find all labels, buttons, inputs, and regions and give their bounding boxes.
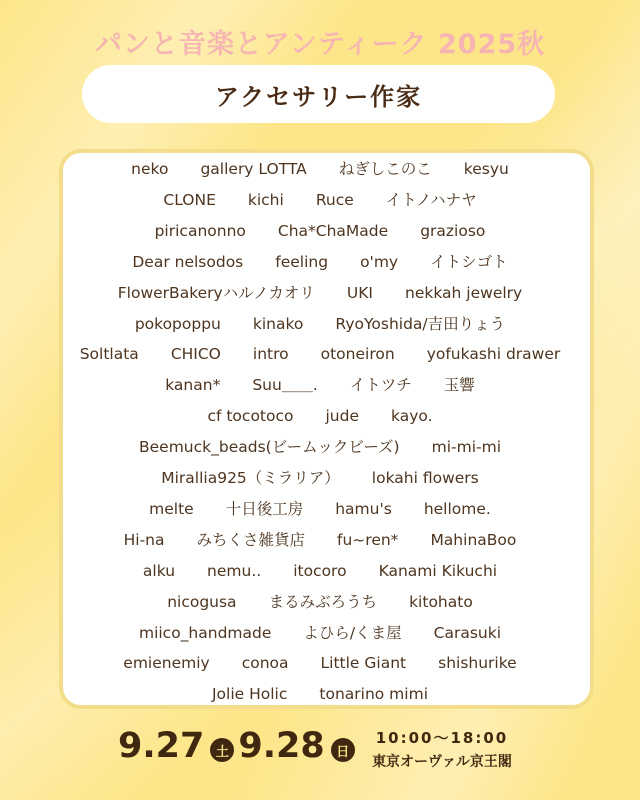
artist-name: melte bbox=[149, 499, 194, 518]
artist-name: pokopoppu bbox=[134, 314, 221, 333]
section-title: アクセサリー作家 bbox=[214, 82, 423, 111]
artist-row bbox=[0, 251, 640, 273]
artist-name: o'my bbox=[360, 252, 399, 271]
artist-name: Cha*ChaMade bbox=[277, 221, 389, 240]
artist-name: kesyu bbox=[463, 160, 509, 178]
artist-name: tonarino mimi bbox=[319, 685, 428, 704]
artist-name: MahinaBoo bbox=[430, 530, 517, 549]
artist-name: nicogusa bbox=[167, 592, 237, 611]
artist-name: FlowerBakeryハルノカオリ bbox=[117, 283, 315, 302]
artist-name: itocoro bbox=[293, 561, 347, 580]
artist-name: conoa bbox=[241, 654, 289, 673]
artist-name: piricanonno bbox=[154, 221, 246, 240]
artist-name: kichi bbox=[247, 190, 284, 209]
artist-row bbox=[0, 313, 640, 335]
artist-name: RyoYoshida/吉田りょう bbox=[335, 314, 506, 333]
artist-row bbox=[0, 405, 640, 427]
artist-name: Ruce bbox=[315, 190, 354, 209]
artist-name: UKI bbox=[346, 283, 374, 302]
artist-row bbox=[0, 282, 640, 304]
artist-name: Suu＿＿. bbox=[252, 376, 318, 395]
artist-row bbox=[0, 189, 640, 211]
artist-name: nekkah jewelry bbox=[405, 283, 523, 302]
event-venue: 東京オーヴァル京王閣 bbox=[372, 754, 512, 770]
artist-name: mi-mi-mi bbox=[431, 438, 501, 457]
artist-name: よひら/くま屋 bbox=[303, 623, 402, 642]
artist-name: イトシゴト bbox=[430, 252, 508, 271]
artist-row bbox=[0, 436, 640, 458]
artist-row bbox=[0, 498, 640, 520]
artist-name: cf tocotoco bbox=[207, 407, 294, 426]
artist-name: miico_handmade bbox=[138, 623, 272, 642]
artist-name: hellome. bbox=[423, 499, 491, 518]
artist-row bbox=[0, 560, 640, 582]
artist-name: kanan* bbox=[165, 376, 221, 395]
artist-name: shishurike bbox=[438, 654, 517, 673]
artist-row bbox=[0, 529, 640, 551]
day-badge-sun: 日 bbox=[331, 738, 355, 762]
event-dates bbox=[118, 726, 359, 766]
artist-name: neko bbox=[131, 160, 169, 178]
event-info bbox=[362, 727, 522, 771]
artist-name: Beemuck_beads(ビームックビーズ) bbox=[139, 438, 400, 457]
artist-name: Little Giant bbox=[320, 654, 407, 673]
date-end: 9.28 bbox=[238, 726, 325, 766]
artist-name: Soltlata bbox=[79, 345, 139, 364]
artist-name: yofukashi drawer bbox=[426, 345, 561, 364]
artist-name: emienemiy bbox=[123, 654, 210, 673]
artist-name: ねぎしこのこ bbox=[338, 160, 432, 178]
artist-name: Carasuki bbox=[433, 623, 502, 642]
artist-name: 十日後工房 bbox=[225, 499, 304, 518]
artist-row bbox=[0, 622, 640, 644]
artist-name: Kanami Kikuchi bbox=[378, 561, 498, 580]
artist-name: イトツチ bbox=[349, 376, 412, 395]
artist-name: CLONE bbox=[163, 190, 216, 209]
artist-name: イトノハナヤ bbox=[385, 190, 477, 209]
artist-row bbox=[0, 683, 640, 705]
artist-name: まるみぶろうち bbox=[268, 592, 378, 611]
artist-row bbox=[0, 158, 640, 180]
artist-row bbox=[0, 467, 640, 489]
artist-name: lokahi flowers bbox=[371, 469, 479, 487]
artist-row bbox=[0, 220, 640, 242]
artist-name: gallery LOTTA bbox=[200, 160, 307, 178]
date-start: 9.27 bbox=[118, 726, 205, 766]
day-badge-sat: 土 bbox=[210, 738, 234, 762]
artist-row bbox=[0, 343, 640, 365]
artist-name: grazioso bbox=[420, 221, 486, 240]
artist-name: hamu's bbox=[335, 499, 392, 518]
artist-name: CHICO bbox=[170, 345, 221, 364]
artist-name: kinako bbox=[252, 314, 304, 333]
artist-name: kitohato bbox=[409, 592, 473, 611]
artist-name: jude bbox=[325, 407, 360, 426]
artist-row bbox=[0, 652, 640, 674]
artist-name: みちくさ雑貨店 bbox=[196, 530, 306, 549]
event-time: 10:00〜18:00 bbox=[375, 729, 509, 747]
artist-name: fu~ren* bbox=[337, 530, 399, 549]
artist-name: Hi-na bbox=[123, 530, 165, 549]
artist-name: feeling bbox=[275, 252, 329, 271]
artist-row bbox=[0, 591, 640, 613]
artist-name: Mirallia925（ミラリア） bbox=[161, 469, 340, 487]
section-banner bbox=[82, 65, 555, 123]
artist-name: Jolie Holic bbox=[211, 685, 288, 704]
artist-name: nemu.. bbox=[207, 561, 262, 580]
artist-name: Dear nelsodos bbox=[132, 252, 244, 271]
artist-name: alku bbox=[142, 561, 176, 580]
event-title: パンと音楽とアンティーク 2025秋 bbox=[94, 29, 546, 60]
artist-name: kayo. bbox=[391, 407, 433, 426]
artist-name: 玉響 bbox=[443, 376, 475, 395]
artist-row bbox=[0, 374, 640, 396]
artist-name: intro bbox=[252, 345, 289, 364]
artist-name: otoneiron bbox=[320, 345, 395, 364]
